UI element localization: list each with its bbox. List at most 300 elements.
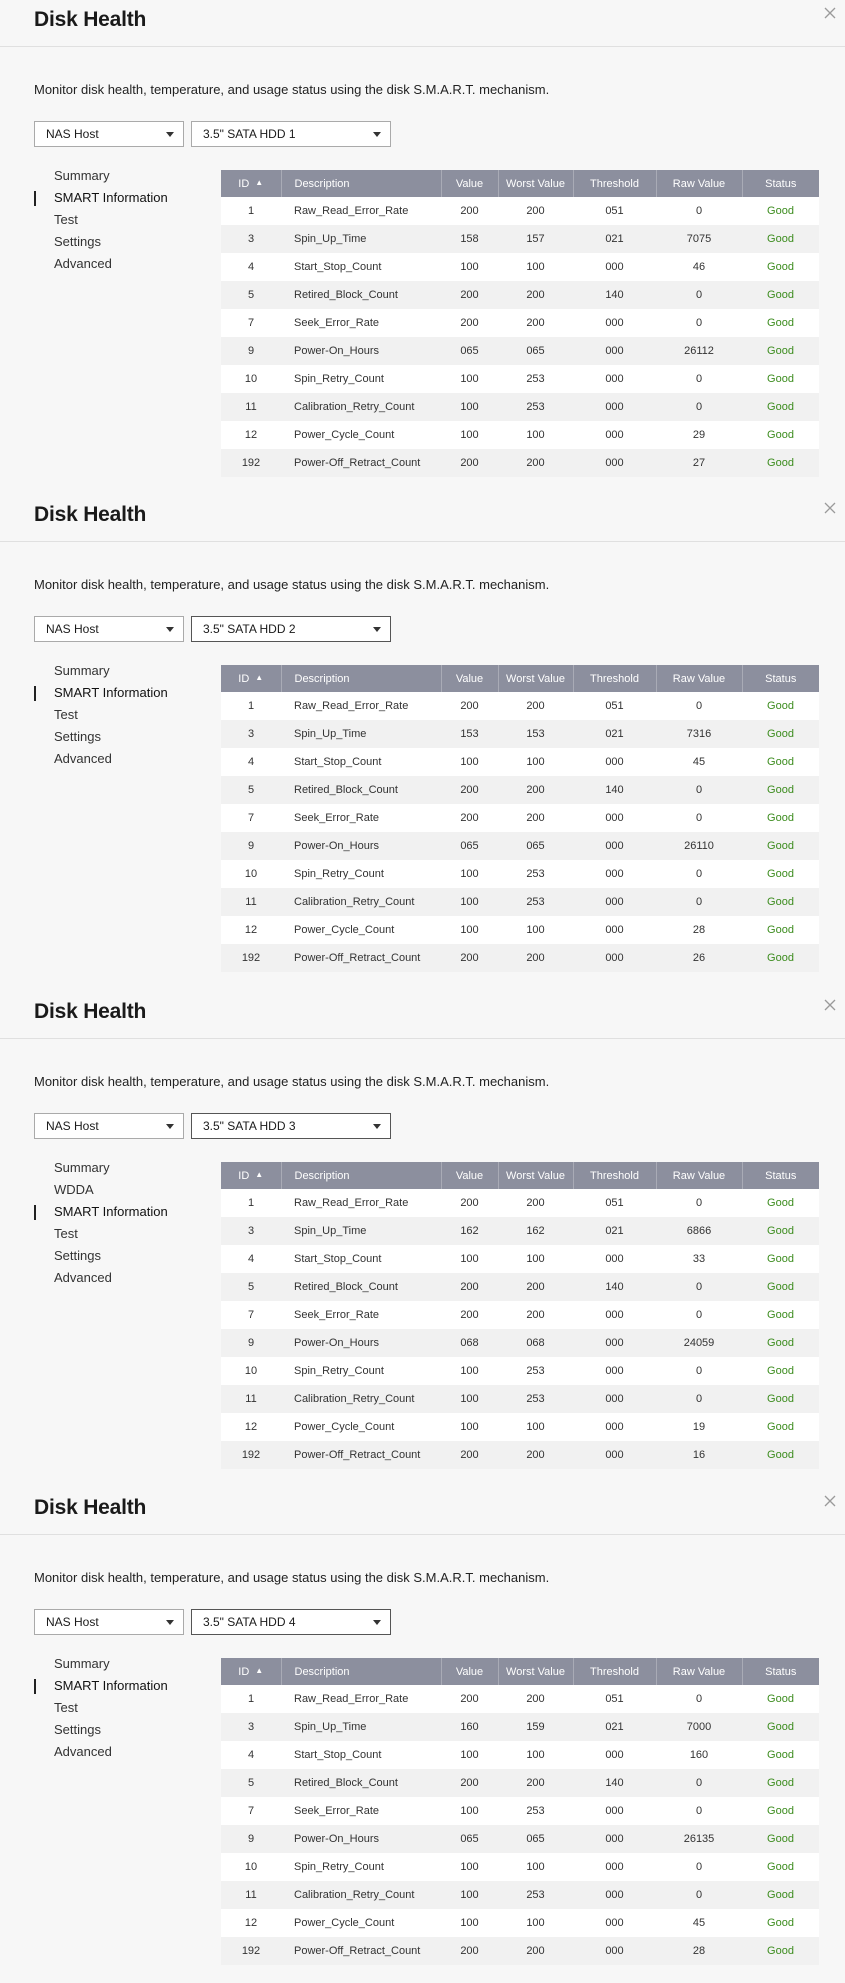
cell-description: Raw_Read_Error_Rate (281, 1685, 441, 1713)
cell-threshold: 000 (573, 1881, 656, 1909)
table-row[interactable] (221, 916, 819, 944)
column-header-threshold[interactable] (573, 665, 656, 692)
cell-description: Power_Cycle_Count (281, 1909, 441, 1937)
cell-value: 200 (441, 1937, 498, 1965)
close-button[interactable] (819, 497, 841, 519)
cell-status: Good (742, 1797, 819, 1825)
cell-threshold: 021 (573, 1217, 656, 1245)
sidebar-item-summary[interactable]: Summary (54, 663, 110, 678)
chevron-down-icon (373, 132, 381, 137)
column-header-label: Threshold (590, 1169, 639, 1182)
cell-worst-value: 200 (498, 449, 573, 477)
column-header-id[interactable] (221, 1162, 281, 1189)
cell-description: Retired_Block_Count (281, 776, 441, 804)
cell-description: Spin_Retry_Count (281, 1853, 441, 1881)
cell-raw-value: 7000 (656, 1713, 742, 1741)
table-row[interactable] (221, 1685, 819, 1713)
cell-id: 192 (221, 449, 281, 477)
cell-id: 10 (221, 1853, 281, 1881)
column-header-value[interactable] (441, 665, 498, 692)
table-row[interactable] (221, 692, 819, 720)
cell-worst-value: 100 (498, 748, 573, 776)
cell-description: Power-On_Hours (281, 1329, 441, 1357)
cell-description: Power-On_Hours (281, 832, 441, 860)
cell-raw-value: 0 (656, 309, 742, 337)
table-row[interactable] (221, 197, 819, 225)
disk-select[interactable] (191, 1609, 391, 1635)
cell-threshold: 000 (573, 1853, 656, 1881)
column-header-raw-value[interactable] (656, 170, 742, 197)
cell-status: Good (742, 1741, 819, 1769)
cell-value: 200 (441, 309, 498, 337)
column-header-raw-value[interactable] (656, 1658, 742, 1685)
cell-status: Good (742, 832, 819, 860)
cell-value: 162 (441, 1217, 498, 1245)
cell-status: Good (742, 1769, 819, 1797)
cell-status: Good (742, 804, 819, 832)
sidebar-item-test[interactable]: Test (54, 707, 78, 722)
table-row[interactable] (221, 748, 819, 776)
cell-id: 7 (221, 804, 281, 832)
column-header-label: Raw Value (672, 177, 726, 190)
chevron-down-icon (166, 627, 174, 632)
smart-table-container (221, 665, 819, 972)
table-body (221, 197, 819, 477)
side-nav (34, 660, 184, 770)
cell-raw-value: 7075 (656, 225, 742, 253)
cell-id: 9 (221, 1329, 281, 1357)
cell-description: Power_Cycle_Count (281, 916, 441, 944)
column-header-status[interactable] (742, 1658, 819, 1685)
table-row[interactable] (221, 860, 819, 888)
host-select-value: NAS Host (46, 1615, 99, 1629)
sidebar-item-test[interactable]: Test (54, 212, 78, 227)
page-title: Disk Health (34, 1000, 147, 1023)
host-select-value: NAS Host (46, 127, 99, 141)
cell-description: Start_Stop_Count (281, 1245, 441, 1273)
cell-threshold: 140 (573, 281, 656, 309)
cell-id: 11 (221, 888, 281, 916)
column-header-raw-value[interactable] (656, 1162, 742, 1189)
cell-description: Retired_Block_Count (281, 281, 441, 309)
cell-worst-value: 200 (498, 1769, 573, 1797)
cell-threshold: 140 (573, 1273, 656, 1301)
table-row[interactable] (221, 253, 819, 281)
table-body (221, 1685, 819, 1965)
column-header-threshold[interactable] (573, 1162, 656, 1189)
sidebar-item-smart-information[interactable]: SMART Information (34, 187, 184, 209)
header-divider (0, 46, 845, 47)
cell-id: 4 (221, 1245, 281, 1273)
column-header-label: Raw Value (672, 672, 726, 685)
cell-threshold: 000 (573, 1441, 656, 1469)
cell-raw-value: 0 (656, 1385, 742, 1413)
column-header-label: Value (455, 177, 484, 190)
column-header-worst-value[interactable] (498, 1162, 573, 1189)
cell-id: 5 (221, 1769, 281, 1797)
column-header-status[interactable] (742, 665, 819, 692)
cell-value: 200 (441, 281, 498, 309)
host-select-value: NAS Host (46, 622, 99, 636)
column-header-id[interactable] (221, 665, 281, 692)
cell-status: Good (742, 1245, 819, 1273)
column-header-value[interactable] (441, 1162, 498, 1189)
disk-health-panel (0, 0, 845, 495)
sort-up-icon: ▲ (255, 1665, 264, 1675)
column-header-description[interactable] (281, 1162, 441, 1189)
sidebar-item-smart-information[interactable]: SMART Information (34, 1201, 184, 1223)
column-header-threshold[interactable] (573, 1658, 656, 1685)
sidebar-item-settings[interactable]: Settings (54, 1248, 101, 1263)
cell-status: Good (742, 1853, 819, 1881)
cell-threshold: 000 (573, 1797, 656, 1825)
column-header-label: Status (765, 672, 797, 685)
cell-raw-value: 29 (656, 421, 742, 449)
disk-select[interactable] (191, 1113, 391, 1139)
cell-id: 12 (221, 1413, 281, 1441)
cell-value: 100 (441, 888, 498, 916)
sort-up-icon: ▲ (255, 177, 264, 187)
table-row[interactable] (221, 365, 819, 393)
cell-value: 100 (441, 1357, 498, 1385)
cell-status: Good (742, 776, 819, 804)
cell-id: 11 (221, 1881, 281, 1909)
host-select-value: NAS Host (46, 1119, 99, 1133)
sidebar-item-summary[interactable]: Summary (54, 1656, 110, 1671)
cell-raw-value: 24059 (656, 1329, 742, 1357)
close-button[interactable] (819, 1490, 841, 1512)
cell-status: Good (742, 337, 819, 365)
cell-threshold: 000 (573, 393, 656, 421)
cell-raw-value: 28 (656, 916, 742, 944)
cell-threshold: 021 (573, 225, 656, 253)
cell-value: 065 (441, 337, 498, 365)
cell-id: 3 (221, 225, 281, 253)
sidebar-item-advanced[interactable]: Advanced (54, 256, 112, 271)
cell-description: Power-Off_Retract_Count (281, 449, 441, 477)
table-row[interactable] (221, 1937, 819, 1965)
column-header-label: ID (238, 177, 250, 190)
disk-health-panel (0, 495, 845, 990)
cell-value: 200 (441, 692, 498, 720)
column-header-threshold[interactable] (573, 170, 656, 197)
cell-worst-value: 200 (498, 1301, 573, 1329)
table-row[interactable] (221, 1909, 819, 1937)
cell-raw-value: 160 (656, 1741, 742, 1769)
column-header-worst-value[interactable] (498, 1658, 573, 1685)
cell-status: Good (742, 1357, 819, 1385)
cell-id: 1 (221, 1685, 281, 1713)
smart-table (221, 1162, 819, 1469)
cell-worst-value: 200 (498, 944, 573, 972)
table-row[interactable] (221, 1769, 819, 1797)
column-header-worst-value[interactable] (498, 665, 573, 692)
cell-raw-value: 45 (656, 1909, 742, 1937)
table-row[interactable] (221, 1881, 819, 1909)
cell-worst-value: 065 (498, 337, 573, 365)
cell-description: Spin_Up_Time (281, 720, 441, 748)
cell-raw-value: 6866 (656, 1217, 742, 1245)
table-row[interactable] (221, 393, 819, 421)
disk-select[interactable] (191, 121, 391, 147)
cell-description: Power-On_Hours (281, 337, 441, 365)
host-select[interactable] (34, 616, 184, 642)
cell-threshold: 000 (573, 1357, 656, 1385)
cell-raw-value: 0 (656, 860, 742, 888)
host-select[interactable] (34, 1113, 184, 1139)
table-row[interactable] (221, 1825, 819, 1853)
cell-description: Calibration_Retry_Count (281, 888, 441, 916)
cell-worst-value: 065 (498, 832, 573, 860)
disk-health-panel (0, 1488, 845, 1983)
column-header-label: Threshold (590, 177, 639, 190)
disk-select-value: 3.5" SATA HDD 4 (203, 1615, 296, 1629)
cell-id: 9 (221, 1825, 281, 1853)
cell-raw-value: 46 (656, 253, 742, 281)
cell-value: 100 (441, 421, 498, 449)
header-divider (0, 1038, 845, 1039)
table-row[interactable] (221, 1189, 819, 1217)
cell-status: Good (742, 421, 819, 449)
cell-id: 10 (221, 1357, 281, 1385)
cell-id: 192 (221, 1441, 281, 1469)
sidebar-item-advanced[interactable]: Advanced (54, 1744, 112, 1759)
host-select[interactable] (34, 121, 184, 147)
cell-value: 200 (441, 1189, 498, 1217)
cell-threshold: 000 (573, 748, 656, 776)
cell-worst-value: 200 (498, 1937, 573, 1965)
sidebar-item-settings[interactable]: Settings (54, 1722, 101, 1737)
cell-raw-value: 0 (656, 1853, 742, 1881)
sidebar-item-settings[interactable]: Settings (54, 729, 101, 744)
column-header-label: Worst Value (506, 672, 565, 685)
cell-status: Good (742, 1937, 819, 1965)
column-header-raw-value[interactable] (656, 665, 742, 692)
cell-description: Start_Stop_Count (281, 1741, 441, 1769)
sidebar-item-wdda[interactable]: WDDA (54, 1182, 94, 1197)
cell-threshold: 000 (573, 1741, 656, 1769)
column-header-description[interactable] (281, 665, 441, 692)
cell-id: 5 (221, 1273, 281, 1301)
table-row[interactable] (221, 1329, 819, 1357)
cell-worst-value: 200 (498, 197, 573, 225)
cell-description: Raw_Read_Error_Rate (281, 692, 441, 720)
cell-description: Retired_Block_Count (281, 1769, 441, 1797)
cell-status: Good (742, 1385, 819, 1413)
cell-threshold: 000 (573, 832, 656, 860)
cell-description: Power-Off_Retract_Count (281, 1937, 441, 1965)
cell-id: 11 (221, 1385, 281, 1413)
cell-description: Spin_Retry_Count (281, 860, 441, 888)
cell-worst-value: 253 (498, 1385, 573, 1413)
cell-status: Good (742, 1441, 819, 1469)
column-header-value[interactable] (441, 170, 498, 197)
page-description: Monitor disk health, temperature, and usage status using the disk S.M.A.R.T. mechanism. (34, 577, 550, 592)
chevron-down-icon (373, 1620, 381, 1625)
column-header-description[interactable] (281, 1658, 441, 1685)
cell-threshold: 051 (573, 197, 656, 225)
cell-value: 065 (441, 1825, 498, 1853)
cell-threshold: 051 (573, 1189, 656, 1217)
cell-threshold: 000 (573, 944, 656, 972)
table-row[interactable] (221, 1441, 819, 1469)
page-title: Disk Health (34, 503, 147, 526)
table-row[interactable] (221, 776, 819, 804)
table-row[interactable] (221, 1797, 819, 1825)
table-row[interactable] (221, 888, 819, 916)
page-description: Monitor disk health, temperature, and usage status using the disk S.M.A.R.T. mechanism. (34, 1570, 550, 1585)
cell-status: Good (742, 449, 819, 477)
table-body (221, 692, 819, 972)
table-row[interactable] (221, 1217, 819, 1245)
table-row[interactable] (221, 1713, 819, 1741)
column-header-label: Value (455, 1665, 484, 1678)
table-row[interactable] (221, 720, 819, 748)
table-row[interactable] (221, 832, 819, 860)
column-header-id[interactable] (221, 170, 281, 197)
close-button[interactable] (819, 994, 841, 1016)
cell-value: 200 (441, 1769, 498, 1797)
chevron-down-icon (373, 627, 381, 632)
cell-id: 1 (221, 197, 281, 225)
table-row[interactable] (221, 309, 819, 337)
smart-table-container (221, 1658, 819, 1965)
table-header-row (221, 665, 819, 692)
table-row[interactable] (221, 281, 819, 309)
cell-threshold: 140 (573, 776, 656, 804)
table-row[interactable] (221, 1245, 819, 1273)
page-description: Monitor disk health, temperature, and usage status using the disk S.M.A.R.T. mechanism. (34, 82, 550, 97)
column-header-id[interactable] (221, 1658, 281, 1685)
cell-worst-value: 253 (498, 1881, 573, 1909)
disk-health-panel (0, 992, 845, 1487)
cell-worst-value: 253 (498, 1357, 573, 1385)
column-header-label: Status (765, 177, 797, 190)
cell-raw-value: 0 (656, 776, 742, 804)
table-row[interactable] (221, 1413, 819, 1441)
sidebar-item-advanced[interactable]: Advanced (54, 1270, 112, 1285)
table-row[interactable] (221, 944, 819, 972)
disk-select-value: 3.5" SATA HDD 2 (203, 622, 296, 636)
cell-description: Seek_Error_Rate (281, 309, 441, 337)
disk-select-value: 3.5" SATA HDD 1 (203, 127, 296, 141)
column-header-worst-value[interactable] (498, 170, 573, 197)
column-header-label: Value (455, 672, 484, 685)
cell-raw-value: 26 (656, 944, 742, 972)
cell-worst-value: 068 (498, 1329, 573, 1357)
cell-worst-value: 253 (498, 1797, 573, 1825)
column-header-label: ID (238, 1169, 250, 1182)
cell-raw-value: 0 (656, 1797, 742, 1825)
chevron-down-icon (166, 132, 174, 137)
column-header-label: Threshold (590, 1665, 639, 1678)
cell-raw-value: 16 (656, 1441, 742, 1469)
column-header-value[interactable] (441, 1658, 498, 1685)
cell-description: Power-Off_Retract_Count (281, 1441, 441, 1469)
smart-table (221, 1658, 819, 1965)
cell-raw-value: 0 (656, 1357, 742, 1385)
close-button[interactable] (819, 2, 841, 24)
table-row[interactable] (221, 421, 819, 449)
cell-value: 100 (441, 1385, 498, 1413)
sidebar-item-advanced[interactable]: Advanced (54, 751, 112, 766)
column-header-status[interactable] (742, 1162, 819, 1189)
cell-status: Good (742, 1881, 819, 1909)
sidebar-item-settings[interactable]: Settings (54, 234, 101, 249)
table-header-row (221, 1658, 819, 1685)
cell-description: Start_Stop_Count (281, 748, 441, 776)
table-row[interactable] (221, 1357, 819, 1385)
chevron-down-icon (166, 1620, 174, 1625)
column-header-label: Threshold (590, 672, 639, 685)
table-row[interactable] (221, 1385, 819, 1413)
cell-id: 4 (221, 748, 281, 776)
host-select[interactable] (34, 1609, 184, 1635)
cell-status: Good (742, 860, 819, 888)
cell-threshold: 140 (573, 1769, 656, 1797)
cell-description: Seek_Error_Rate (281, 804, 441, 832)
cell-raw-value: 0 (656, 1189, 742, 1217)
cell-worst-value: 157 (498, 225, 573, 253)
cell-raw-value: 0 (656, 393, 742, 421)
sidebar-item-test[interactable]: Test (54, 1226, 78, 1241)
sidebar-item-smart-information[interactable]: SMART Information (34, 1675, 184, 1697)
cell-value: 200 (441, 1685, 498, 1713)
cell-worst-value: 200 (498, 804, 573, 832)
column-header-description[interactable] (281, 170, 441, 197)
sidebar-item-smart-information[interactable]: SMART Information (34, 682, 184, 704)
cell-value: 068 (441, 1329, 498, 1357)
cell-id: 9 (221, 337, 281, 365)
sidebar-item-test[interactable]: Test (54, 1700, 78, 1715)
disk-select[interactable] (191, 616, 391, 642)
table-row[interactable] (221, 1853, 819, 1881)
cell-status: Good (742, 225, 819, 253)
table-row[interactable] (221, 337, 819, 365)
column-header-label: Description (294, 672, 350, 685)
table-row[interactable] (221, 1301, 819, 1329)
table-row[interactable] (221, 804, 819, 832)
header-divider (0, 1534, 845, 1535)
cell-description: Spin_Retry_Count (281, 365, 441, 393)
cell-value: 100 (441, 916, 498, 944)
cell-id: 4 (221, 1741, 281, 1769)
cell-worst-value: 200 (498, 692, 573, 720)
cell-worst-value: 100 (498, 1909, 573, 1937)
cell-worst-value: 162 (498, 1217, 573, 1245)
table-row[interactable] (221, 1741, 819, 1769)
cell-description: Raw_Read_Error_Rate (281, 1189, 441, 1217)
cell-description: Calibration_Retry_Count (281, 393, 441, 421)
cell-threshold: 000 (573, 916, 656, 944)
cell-status: Good (742, 916, 819, 944)
cell-status: Good (742, 944, 819, 972)
table-row[interactable] (221, 1273, 819, 1301)
cell-worst-value: 200 (498, 309, 573, 337)
cell-raw-value: 0 (656, 1769, 742, 1797)
cell-worst-value: 065 (498, 1825, 573, 1853)
column-header-status[interactable] (742, 170, 819, 197)
sidebar-item-summary[interactable]: Summary (54, 168, 110, 183)
column-header-label: ID (238, 1665, 250, 1678)
table-row[interactable] (221, 225, 819, 253)
cell-id: 12 (221, 1909, 281, 1937)
sidebar-item-summary[interactable]: Summary (54, 1160, 110, 1175)
cell-description: Start_Stop_Count (281, 253, 441, 281)
cell-status: Good (742, 1713, 819, 1741)
table-row[interactable] (221, 449, 819, 477)
column-header-label: Description (294, 1169, 350, 1182)
